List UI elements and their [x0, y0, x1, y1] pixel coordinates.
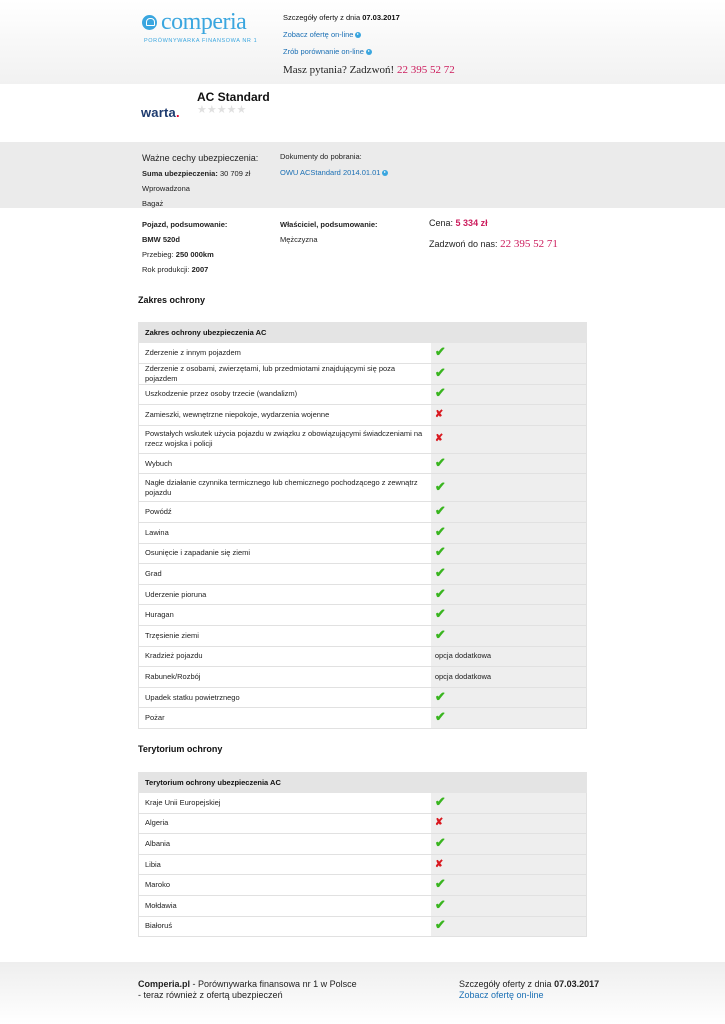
row-status — [431, 813, 587, 834]
feature-line: Wprowadzona — [142, 184, 190, 193]
footer-offer — [459, 979, 599, 1001]
arrow-circle-icon — [355, 32, 361, 38]
checkmark-icon: ✔ — [434, 709, 446, 725]
table-row — [139, 605, 587, 626]
view-offer-online-link[interactable] — [283, 30, 455, 39]
footer-line2: - teraz również z ofertą ubezpieczeń — [138, 990, 283, 1000]
checkmark-icon: ✔ — [434, 478, 446, 494]
checkmark-icon: ✔ — [434, 834, 446, 850]
table-row — [139, 405, 587, 426]
row-label: Pożar — [139, 708, 431, 729]
arrow-circle-icon — [382, 170, 388, 176]
compare-online-link[interactable] — [283, 47, 455, 56]
row-label: Uszkodzenie przez osoby trzecie (wandalizm) — [139, 384, 431, 405]
checkmark-icon: ✔ — [434, 523, 446, 539]
price — [429, 218, 488, 228]
sum-insured — [142, 169, 258, 178]
checkmark-icon: ✔ — [434, 793, 446, 809]
table-row — [139, 708, 587, 729]
table-row — [139, 625, 587, 646]
rating-stars — [197, 104, 246, 116]
checkmark-icon: ✔ — [434, 385, 446, 401]
table-row — [139, 384, 587, 405]
row-status — [431, 895, 587, 916]
owu-document-label: OWU ACStandard 2014.01.01 — [280, 168, 381, 177]
coverage-table — [138, 322, 587, 729]
table-row — [139, 813, 587, 834]
row-status — [431, 667, 587, 688]
row-status — [431, 425, 587, 453]
star-icon: ★ — [226, 104, 237, 116]
documents-title: Dokumenty do pobrania: — [280, 152, 362, 161]
row-label: Białoruś — [139, 916, 431, 937]
owner-summary — [280, 220, 378, 250]
table-row — [139, 543, 587, 564]
table-row — [139, 474, 587, 502]
row-label: Powstałych wskutek użycia pojazdu w związku z obowiązującymi świadczeniami na rzecz wojska i policji — [139, 425, 431, 453]
territory-table-header: Terytorium ochrony ubezpieczenia AC — [139, 773, 587, 793]
table-row — [139, 916, 587, 937]
checkmark-icon: ✔ — [434, 544, 446, 560]
table-row — [139, 793, 587, 814]
table-row — [139, 363, 587, 384]
table-row — [139, 584, 587, 605]
offer-date-value: 07.03.2017 — [362, 13, 400, 22]
table-row — [139, 564, 587, 585]
call-us-label: Zadzwoń do nas: — [429, 239, 498, 249]
row-status — [431, 502, 587, 523]
row-status — [431, 793, 587, 814]
footer-band — [0, 962, 725, 1024]
row-label: Nagłe działanie czynnika termicznego lub chemicznego pochodzącego z zewnątrz pojazdu — [139, 474, 431, 502]
vehicle-mileage — [142, 250, 227, 259]
row-status — [431, 916, 587, 937]
row-label: Rabunek/Rozbój — [139, 667, 431, 688]
header-phone-number[interactable]: 22 395 52 72 — [396, 64, 455, 76]
row-label: Upadek statku powietrznego — [139, 687, 431, 708]
owu-document-link[interactable] — [280, 168, 388, 177]
checkmark-icon: ✔ — [434, 564, 446, 580]
row-label: Trzęsienie ziemi — [139, 625, 431, 646]
row-status — [431, 453, 587, 474]
footer-brand[interactable]: Comperia.pl — [138, 979, 191, 989]
footer-about — [138, 979, 357, 1001]
logo-wordmark: comperia — [161, 9, 247, 35]
vehicle-year — [142, 265, 227, 274]
row-label: Maroko — [139, 875, 431, 896]
owner-gender: Mężczyzna — [280, 235, 318, 244]
row-status — [431, 834, 587, 855]
row-status — [431, 605, 587, 626]
row-label: Grad — [139, 564, 431, 585]
territory-section-title: Terytorium ochrony — [138, 744, 223, 754]
checkmark-icon: ✔ — [434, 454, 446, 470]
row-status — [431, 687, 587, 708]
row-status — [431, 708, 587, 729]
row-label: Zderzenie z osobami, zwierzętami, lub przedmiotami znajdującymi się poza pojazdem — [139, 363, 431, 384]
table-row — [139, 453, 587, 474]
offer-date — [283, 13, 455, 22]
comperia-logo-icon — [142, 15, 157, 30]
star-icon: ★ — [216, 104, 227, 116]
vehicle-summary — [142, 220, 227, 280]
compare-online-label: Zrób porównanie on-line — [283, 47, 364, 56]
table-row — [139, 425, 587, 453]
price-label: Cena: — [429, 218, 454, 228]
table-row — [139, 343, 587, 364]
row-status — [431, 363, 587, 384]
call-us-number[interactable]: 22 395 52 71 — [500, 238, 558, 250]
footer-view-offer-link[interactable]: Zobacz ofertę on-line — [459, 990, 544, 1000]
insurer-logo-text: warta — [141, 105, 176, 120]
checkmark-icon: ✔ — [434, 688, 446, 704]
arrow-circle-icon — [366, 49, 372, 55]
table-row — [139, 687, 587, 708]
header-phone — [283, 64, 455, 76]
star-icon: ★ — [197, 104, 207, 116]
table-row — [139, 667, 587, 688]
row-status — [431, 384, 587, 405]
cross-icon: ✘ — [434, 817, 444, 829]
feature-line: Bagaż — [142, 199, 164, 208]
vehicle-year-value: 2007 — [191, 265, 209, 274]
vehicle-mileage-value: 250 000km — [175, 250, 214, 259]
logo-tagline: PORÓWNYWARKA FINANSOWA NR 1 — [144, 38, 258, 44]
footer-line1: - Porównywarka finansowa nr 1 w Polsce — [190, 979, 357, 989]
row-label: Huragan — [139, 605, 431, 626]
checkmark-icon: ✔ — [434, 876, 446, 892]
row-label: Mołdawia — [139, 895, 431, 916]
key-features — [142, 153, 258, 208]
header-info — [283, 13, 455, 76]
checkmark-icon: ✔ — [434, 343, 446, 359]
territory-table — [138, 772, 587, 937]
star-icon: ★ — [206, 104, 217, 116]
cross-icon: ✘ — [434, 433, 444, 445]
vehicle-year-label: Rok produkcji: — [142, 265, 190, 274]
row-status — [431, 646, 587, 667]
checkmark-icon: ✔ — [434, 626, 446, 642]
checkmark-icon: ✔ — [434, 585, 446, 601]
insurer-logo-dot: . — [175, 105, 180, 120]
row-status — [431, 584, 587, 605]
owner-summary-title: Właściciel, podsumowanie: — [280, 220, 378, 229]
coverage-section-title: Zakres ochrony — [138, 295, 206, 305]
row-label: Algeria — [139, 813, 431, 834]
row-label: Powódź — [139, 502, 431, 523]
row-status — [431, 474, 587, 502]
row-label: Lawina — [139, 522, 431, 543]
row-label: Zamieszki, wewnętrzne niepokoje, wydarzenia wojenne — [139, 405, 431, 426]
table-row — [139, 646, 587, 667]
row-status — [431, 343, 587, 364]
sum-insured-value: 30 709 zł — [219, 169, 251, 178]
star-icon: ★ — [236, 104, 247, 116]
product-title: AC Standard — [197, 90, 270, 104]
checkmark-icon: ✔ — [434, 896, 446, 912]
key-features-title: Ważne cechy ubezpieczenia: — [142, 153, 259, 163]
cross-icon: ✘ — [434, 408, 444, 420]
price-value: 5 334 zł — [455, 218, 488, 228]
footer-date-value: 07.03.2017 — [554, 979, 600, 989]
row-label: Libia — [139, 854, 431, 875]
cross-icon: ✘ — [434, 858, 444, 870]
row-status — [431, 405, 587, 426]
table-row — [139, 854, 587, 875]
row-status — [431, 875, 587, 896]
insurer-logo — [141, 105, 180, 120]
row-status — [431, 543, 587, 564]
documents — [280, 152, 388, 177]
vehicle-model: BMW 520d — [142, 235, 180, 244]
row-label: Kraje Unii Europejskiej — [139, 793, 431, 814]
option-text: opcja dodatkowa — [434, 651, 492, 661]
table-row — [139, 502, 587, 523]
table-row — [139, 834, 587, 855]
row-status — [431, 564, 587, 585]
call-us — [429, 238, 558, 250]
checkmark-icon: ✔ — [434, 364, 446, 380]
vehicle-summary-title: Pojazd, podsumowanie: — [142, 220, 228, 229]
footer-date-label: Szczegóły oferty z dnia — [459, 979, 552, 989]
row-status — [431, 522, 587, 543]
row-status — [431, 625, 587, 646]
table-row — [139, 895, 587, 916]
offer-date-label: Szczegóły oferty z dnia — [283, 13, 361, 22]
row-label: Zderzenie z innym pojazdem — [139, 343, 431, 364]
header-phone-label: Masz pytania? Zadzwoń! — [283, 64, 395, 76]
checkmark-icon: ✔ — [434, 917, 446, 933]
checkmark-icon: ✔ — [434, 606, 446, 622]
row-label: Osunięcie i zapadanie się ziemi — [139, 543, 431, 564]
row-label: Wybuch — [139, 453, 431, 474]
row-label: Albania — [139, 834, 431, 855]
coverage-table-header: Zakres ochrony ubezpieczenia AC — [139, 323, 587, 343]
checkmark-icon: ✔ — [434, 503, 446, 519]
option-text: opcja dodatkowa — [434, 671, 492, 681]
row-status — [431, 854, 587, 875]
row-label: Uderzenie pioruna — [139, 584, 431, 605]
view-offer-online-label: Zobacz ofertę on-line — [283, 30, 354, 39]
row-label: Kradzież pojazdu — [139, 646, 431, 667]
vehicle-mileage-label: Przebieg: — [142, 250, 174, 259]
table-row — [139, 522, 587, 543]
comperia-logo[interactable] — [142, 10, 267, 44]
sum-insured-label: Suma ubezpieczenia: — [142, 169, 218, 178]
table-row — [139, 875, 587, 896]
